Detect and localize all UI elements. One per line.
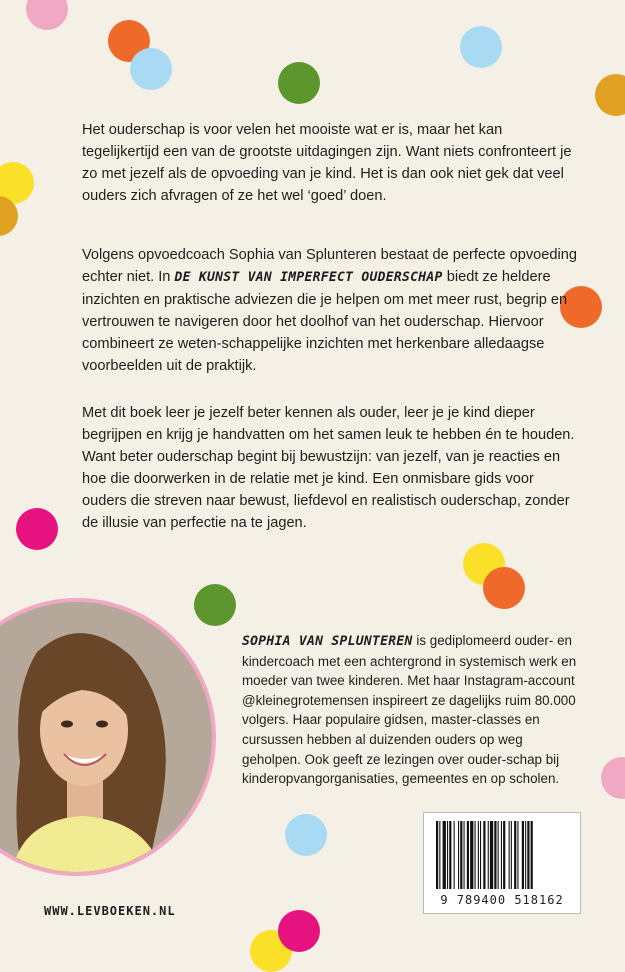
barcode-bar (494, 821, 496, 889)
author-bio (242, 631, 582, 789)
barcode-bar (478, 821, 479, 889)
barcode-bar (436, 821, 438, 889)
barcode-bar (498, 821, 499, 889)
blurb-paragraph-3: Met dit boek leer je jezelf beter kennen als ouder, leer je je kind dieper begrijpen en krijg je handvatten om het samen leuk te hebben én te houden. Want beter ouderschap begint bij bewustzijn: van jezelf, van je reacties en hoe die doorwerken in de relatie met je kind. Een onmisbare gids voor ouders die streven naar bewust, liefdevol en realistisch ouderschap, zonder de illusie van perfectie na te jagen. (82, 405, 575, 531)
confetti-dot (285, 814, 327, 856)
barcode-bar (531, 821, 533, 889)
barcode-bar (527, 821, 529, 889)
confetti-dot (601, 757, 625, 799)
barcode-bar (509, 821, 510, 889)
confetti-dot (26, 0, 68, 30)
barcode-bar (443, 821, 446, 889)
blurb-text: biedt ze heldere inzichten en praktische adviezen die je helpen om met meer rust, begrip en vertrouwen te navigeren door het doolhof van het ouderschap. Hiervoor combineert ze weten-schappelijke inzichten met herkenbare alledaagse voorbeelden uit de praktijk. (82, 269, 568, 374)
blurb-text: Volgens opvoedcoach Sophia van Splunteren bestaat de perfecte opvoeding echter niet. In (82, 247, 577, 285)
barcode-icon (434, 821, 570, 891)
barcode-bar (525, 821, 526, 889)
author-portrait-illustration (0, 602, 212, 872)
blurb-paragraph-2 (82, 244, 582, 377)
confetti-dot (16, 508, 58, 550)
barcode-bar (458, 821, 459, 889)
author-name: SOPHIA VAN SPLUNTEREN (242, 634, 413, 649)
author-photo (0, 598, 216, 876)
barcode-bar (480, 821, 481, 889)
book-title: DE KUNST VAN IMPERFECT OUDERSCHAP (174, 270, 443, 285)
confetti-dot (483, 567, 525, 609)
confetti-dot (130, 48, 172, 90)
confetti-dot (278, 910, 320, 952)
barcode-bar (439, 821, 440, 889)
barcode-bar (522, 821, 524, 889)
barcode-bar (447, 821, 448, 889)
barcode-bar (449, 821, 451, 889)
barcode-bar (454, 821, 455, 889)
isbn-barcode (423, 812, 581, 914)
barcode-bar (517, 821, 518, 889)
barcode-bar (503, 821, 505, 889)
barcode-bar (488, 821, 489, 889)
author-bio-text: is gediplomeerd ouder- en kindercoach met een achtergrond in systemisch werk en moeder van twee kinderen. Met haar Instagram-account @kleinegrotemensen inspireert ze dagelijks ruim 80.000 volgers. Haar populaire gidsen, master-classes en cursussen hebben al duizenden ouders op weg geholpen. Ook geeft ze lezingen over ouder-schap bij kinderopvangorganisaties, gemeentes en op scholen. (242, 633, 577, 787)
publisher-website: WWW.LEVBOEKEN.NL (44, 904, 176, 918)
barcode-bar (511, 821, 512, 889)
confetti-dot (595, 74, 625, 116)
barcode-bar (490, 821, 493, 889)
barcode-bar (501, 821, 502, 889)
barcode-bar (483, 821, 485, 889)
barcode-bar (464, 821, 465, 889)
barcode-bar (514, 821, 516, 889)
isbn-number: 9 789400 518162 (440, 893, 564, 907)
confetti-dot (460, 26, 502, 68)
confetti-dot (278, 62, 320, 104)
barcode-bar (470, 821, 473, 889)
barcode-bar (460, 821, 462, 889)
barcode-bar (475, 821, 476, 889)
barcode-bar (467, 821, 469, 889)
blurb-paragraph-1: Het ouderschap is voor velen het mooiste wat er is, maar het kan tegelijkertijd een van de grootste uitdagingen zijn. Want niets confronteert je zo met jezelf als de opvoeding van je kind. Het is dan ook niet gek dat veel ouders zich afvragen of ze het wel ‘goed’ doen. (82, 122, 572, 204)
